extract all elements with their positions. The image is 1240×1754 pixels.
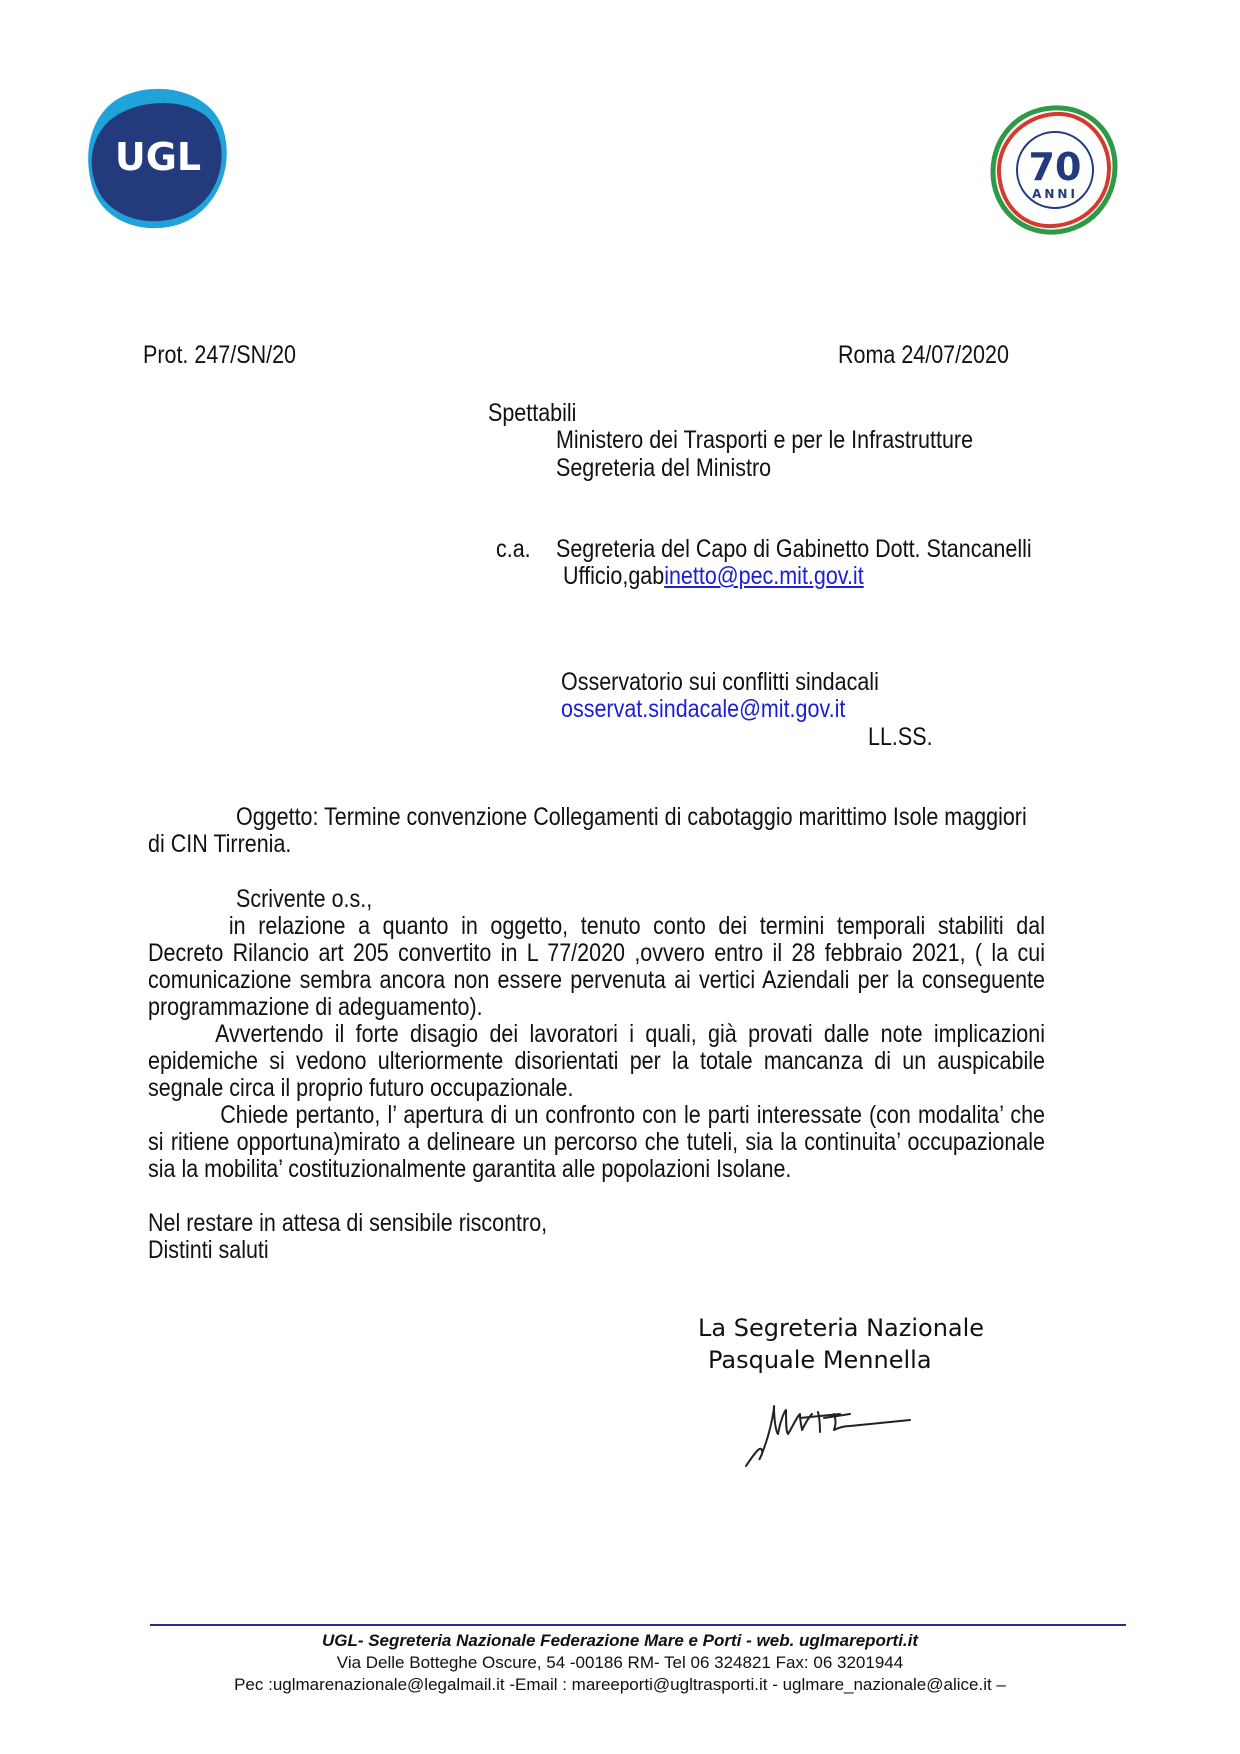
paragraph-3-line: sia la mobilita’ costituzionalmente garantita alle popolazioni Isolane. [148,1155,792,1183]
subject-line-2: di CIN Tirrenia. [148,830,292,858]
opening-line: Scrivente o.s., [236,885,373,913]
llss-label: LL.SS. [868,723,933,751]
paragraph-1 [148,913,1045,1021]
ugl-logo [88,86,228,232]
paragraph-1-line: Decreto Rilancio art 205 convertito in L 77/2020 ,ovvero entro il 28 febbraio 2021, ( la cui [148,939,1045,967]
paragraph-3-line: Chiede pertanto, l’ apertura di un confronto con le parti interessate (con modalita’ che [220,1101,1045,1129]
closing-line-2: Distinti saluti [148,1236,269,1264]
ca-prefix: c.a. [496,535,531,563]
anni-label: ANNI [1032,187,1078,201]
footer-line-2: Via Delle Botteghe Oscure, 54 -00186 RM- Tel 06 324821 Fax: 06 3201944 [336,1653,904,1672]
paragraph-2-line: segnale circa il proprio futuro occupazionale. [148,1074,574,1102]
observatory-name: Osservatorio sui conflitti sindacali [561,668,879,696]
protocol-number: Prot. 247/SN/20 [143,341,296,369]
signature-role: La Segreteria Nazionale [698,1314,985,1342]
footer-divider [150,1624,1126,1626]
ca-line-2 [563,563,864,590]
seventy-years-logo [985,102,1121,238]
observatory-email-link[interactable]: osservat.sindacale@mit.gov.it [561,695,846,723]
seventy-number: 70 [1028,145,1082,189]
footer-line-1: UGL- Segreteria Nazionale Federazione Mare e Porti - web. uglmareporti.it [321,1631,919,1650]
gabinetto-email-link[interactable]: inetto@pec.mit.gov.it [664,562,864,590]
paragraph-2 [148,1021,1045,1102]
paragraph-1-line: comunicazione sembra ancora non essere pervenuta ai vertici Aziendali per la conseguente [148,966,1045,994]
footer-line-3: Pec :uglmarenazionale@legalmail.it -Email : mareeporti@ugltrasporti.it - uglmare_nazionale@alice.it – [234,1675,1006,1694]
ca-line-1: Segreteria del Capo di Gabinetto Dott. Stancanelli [556,535,1032,563]
paragraph-3 [148,1102,1045,1183]
ministry-line-1: Ministero dei Trasporti e per le Infrastrutture [556,426,974,454]
signature-name: Pasquale Mennella [708,1346,932,1374]
paragraph-2-line: Avvertendo il forte disagio dei lavoratori i quali, già provati dalle note implicazioni [215,1020,1045,1048]
ca-line-2-plain: Ufficio,gab [563,562,665,590]
ministry-line-2: Segreteria del Ministro [556,454,772,482]
paragraph-3-line: si ritiene opportuna)mirato a delineare un percorso che tuteli, sia la continuita’ occupazionale [148,1128,1045,1156]
ugl-logo-text: UGL [114,135,202,179]
closing-line-1: Nel restare in attesa di sensibile riscontro, [148,1209,548,1237]
place-date: Roma 24/07/2020 [838,341,1009,369]
subject-line-1: Oggetto: Termine convenzione Collegamenti di cabotaggio marittimo Isole maggiori [236,803,1027,831]
paragraph-2-line: epidemiche si vedono ulteriormente disorientati per la totale mancanza di un auspicabile [148,1047,1045,1075]
paragraph-1-line: programmazione di adeguamento). [148,993,483,1021]
paragraph-1-line: in relazione a quanto in oggetto, tenuto conto dei termini temporali stabiliti dal [228,912,1045,940]
salutation: Spettabili [488,399,577,427]
handwritten-signature [740,1392,930,1472]
